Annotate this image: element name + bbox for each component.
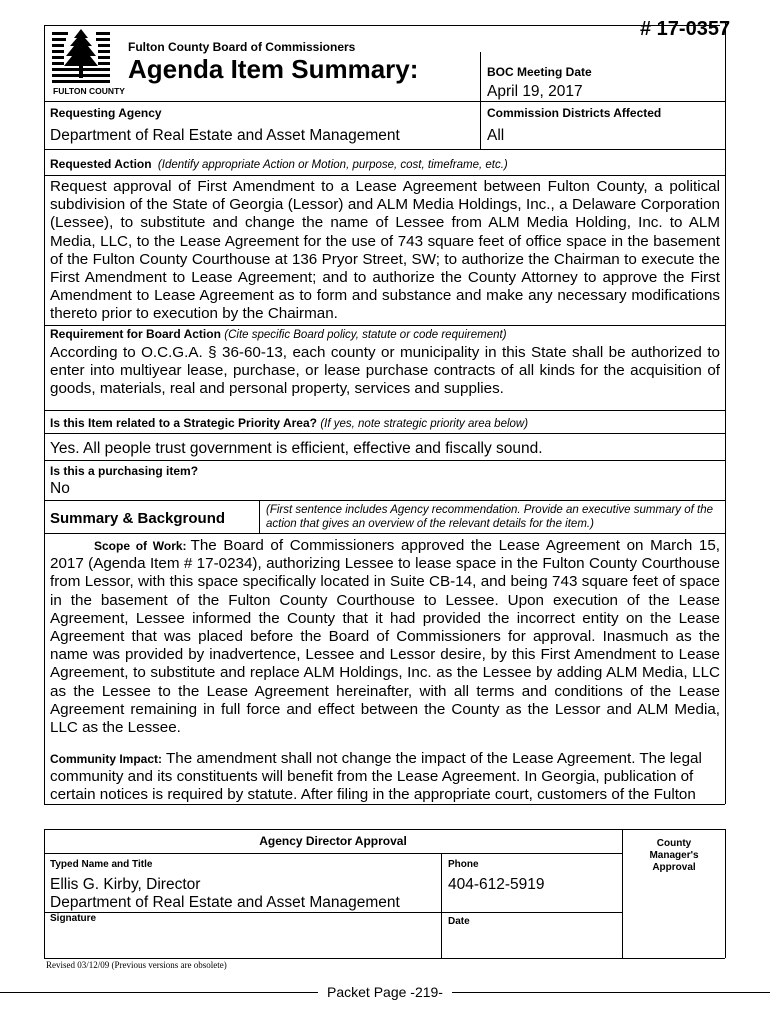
requirement-label: Requirement for Board Action xyxy=(50,327,221,341)
summary-label: Summary & Background xyxy=(50,510,226,527)
requirement-text: According to O.C.G.A. § 36-60-13, each county or municipality in this State shall be authorized to enter into multiyear lease, purchase, or lease purchase contracts of all kinds for the acquisition of goods, materials, real and personal property, services and supplies. xyxy=(50,344,720,398)
svg-text:FULTON COUNTY: FULTON COUNTY xyxy=(53,86,125,96)
districts-label: Commission Districts Affected xyxy=(487,106,662,120)
impact-label: Community Impact: xyxy=(50,752,163,766)
typed-name-label: Typed Name and Title xyxy=(50,859,153,870)
fulton-county-logo xyxy=(52,26,125,96)
meeting-date: April 19, 2017 xyxy=(487,83,583,100)
phone-label: Phone xyxy=(448,859,479,870)
revised-note: Revised 03/12/09 (Previous versions are obsolete) xyxy=(46,960,227,970)
scope-text: The Board of Commissioners approved the Lease Agreement on March 15, 2017 (Agenda Item # 17-0234), authorizing Lessee to lease space in the Fulton County Courthouse from Lessor, with this space specifically located in Suite CB-14, and being 743 square feet of space in the basement of the Fulton County Courthouse to Lessee. Upon execution of the Lease Agreement, Lessee informed the County that it had provided the incorrect entity on the Lease Agreement that was placed before the Board of Commissioners for approval. Inasmuch as the name was provided by inadvertence, Lessee and Lessor desire, by this First Amendment to Lease Agreement, to substitute and replace ALM Holdings, Inc. as the Lessee by adding ALM Media, LLC as the Lessee to the Lease Agreement hereinafter, with all terms and conditions of the Lease Agreement remaining in full force and effect between the County as the Lessor and ALM Media, LLC as the Lessee. xyxy=(50,537,720,737)
summary-hint: (First sentence includes Agency recommendation. Provide an executive summary of the action that gives an overview of the relevant details for the item.) xyxy=(266,504,714,530)
purchasing-label: Is this a purchasing item? xyxy=(50,464,199,478)
requesting-agency-label: Requesting Agency xyxy=(50,106,162,120)
requested-action-text: Request approval of First Amendment to a Lease Agreement between Fulton County, a political subdivision of the State of Georgia (Lessor) and ALM Media Holdings, Inc., a Delaware Corporation (Lessee), to substitute and change the name of Lessee from ALM Media Holding, Inc. to ALM Media, LLC, to the Lease Agreement for the use of 743 square feet of office space in the basement of the Fulton County Courthouse at 136 Pryor Street, SW; to authorize the Chairman to execute the First Amendment to Lease Agreement; and to authorize the County Attorney to approve the First Amendment to Lease Agreement as to form and substance and make any necessary modifications thereto prior to execution by the Chairman. xyxy=(50,178,720,323)
purchasing-value: No xyxy=(50,480,70,497)
date-label: Date xyxy=(448,916,470,927)
director-department: Department of Real Estate and Asset Management xyxy=(50,894,400,911)
impact-text: The amendment shall not change the impact of the Lease Agreement. The legal community and its constituents will benefit from the Lease Agreement. In Georgia, publication of certain notices is required by statute. After filing in the appropriate court, customers of the Fulton xyxy=(50,750,702,804)
requested-action-hint: (Identify appropriate Action or Motion, purpose, cost, timeframe, etc.) xyxy=(157,159,508,171)
county-manager-approval: County Manager's Approval xyxy=(649,838,699,873)
requirement-hint: (Cite specific Board policy, statute or code requirement) xyxy=(224,329,507,341)
scope-of-work xyxy=(50,537,720,737)
org-name: Fulton County Board of Commissioners xyxy=(128,40,356,54)
item-number: # 17-0357 xyxy=(636,18,734,40)
requested-action-label: Requested Action xyxy=(50,157,152,171)
strategic-label: Is this Item related to a Strategic Priority Area? xyxy=(50,416,317,430)
meeting-date-label: BOC Meeting Date xyxy=(487,65,592,79)
districts-value: All xyxy=(487,127,505,144)
community-impact xyxy=(50,750,720,805)
requesting-agency-value: Department of Real Estate and Asset Management xyxy=(50,127,400,144)
director-name: Ellis G. Kirby, Director xyxy=(50,876,201,893)
page-title: Agenda Item Summary: xyxy=(128,54,419,84)
strategic-hint: (If yes, note strategic priority area below) xyxy=(320,418,529,430)
strategic-text: Yes. All people trust government is efficient, effective and fiscally sound. xyxy=(50,440,543,457)
packet-page: Packet Page -219- xyxy=(327,984,443,1000)
approval-title: Agency Director Approval xyxy=(259,834,407,848)
scope-label: Scope of Work: xyxy=(94,539,187,553)
signature-label: Signature xyxy=(50,913,97,924)
phone-value: 404-612-5919 xyxy=(448,876,545,893)
